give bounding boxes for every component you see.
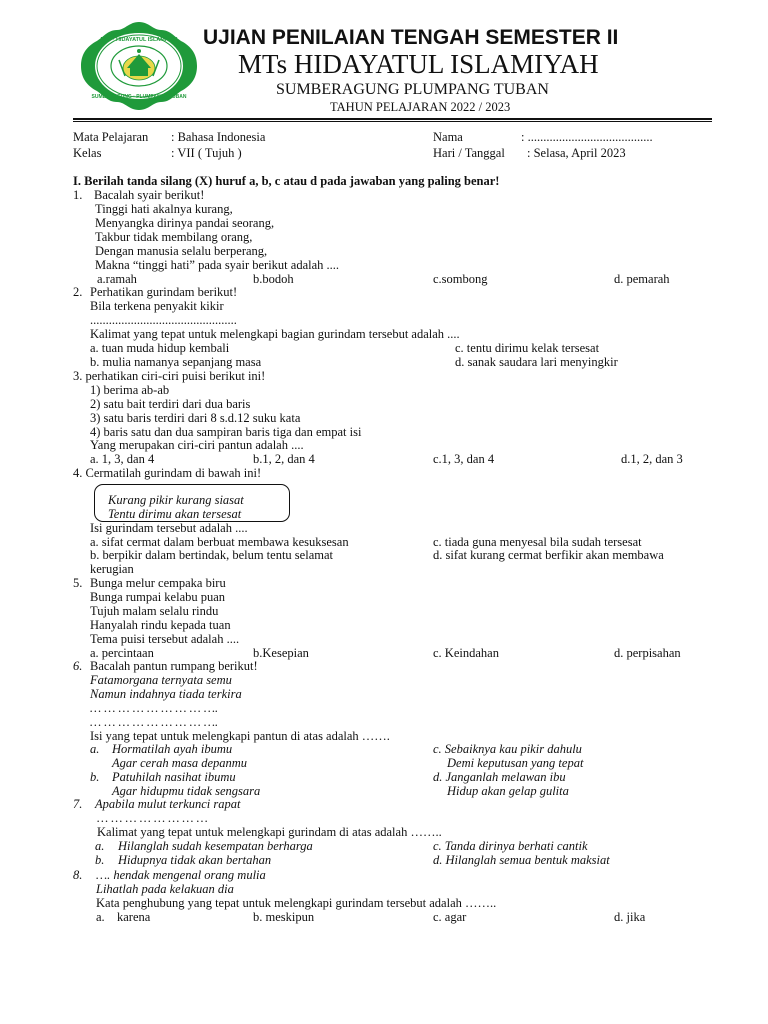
q6-line: Namun indahnya tiada terkira xyxy=(90,687,242,701)
q2-option-b[interactable]: b. mulia namanya sepanjang masa xyxy=(90,355,262,369)
q6-blank: … … … … … … … … …. xyxy=(90,701,219,715)
q4-option-b[interactable]: b. berpikir dalam bertindak, belum tentu selamat xyxy=(90,548,333,562)
subject-label: Mata Pelajaran xyxy=(73,130,149,144)
q6-number: 6. xyxy=(73,659,83,673)
q2-question: Kalimat yang tepat untuk melengkapi bagian gurindam tersebut adalah .... xyxy=(90,327,460,341)
q1-line: Menyangka dirinya pandai seorang, xyxy=(95,216,275,230)
q1-option-b[interactable]: b.bodoh xyxy=(253,272,294,286)
q7-option-d[interactable]: d. Hilanglah semua bentuk maksiat xyxy=(433,853,610,867)
date-label: Hari / Tanggal xyxy=(433,146,505,160)
q3-line: 4) baris satu dan dua sampiran baris tiga dan empat isi xyxy=(90,425,362,439)
q7-option-b-letter[interactable]: b. xyxy=(95,853,105,867)
q8-number: 8. xyxy=(73,868,83,882)
q3-option-c[interactable]: c.1, 3, dan 4 xyxy=(433,452,495,466)
q1-option-d[interactable]: d. pemarah xyxy=(614,272,670,286)
q6-option-c[interactable]: c. Sebaiknya kau pikir dahulu xyxy=(433,742,582,756)
q6-option-b-line2: Agar hidupmu tidak sengsara xyxy=(112,784,261,798)
q5-option-c[interactable]: c. Keindahan xyxy=(433,646,499,660)
q4-option-d[interactable]: d. sifat kurang cermat berfikir akan membawa xyxy=(433,548,664,562)
q4-box-line: Tentu dirimu akan tersesat xyxy=(108,507,242,521)
school-address: SUMBERAGUNG PLUMPANG TUBAN xyxy=(276,81,549,98)
q1-number: 1. xyxy=(73,188,83,202)
q2-option-c[interactable]: c. tentu dirimu kelak tersesat xyxy=(455,341,600,355)
q4-prompt: 4. Cermatilah gurindam di bawah ini! xyxy=(73,466,262,480)
q4-option-c[interactable]: c. tiada guna menyesal bila sudah tersesat xyxy=(433,535,642,549)
q5-option-a[interactable]: a. percintaan xyxy=(90,646,154,660)
q6-option-d-line2: Hidup akan gelap gulita xyxy=(447,784,569,798)
q3-option-a[interactable]: a. 1, 3, dan 4 xyxy=(90,452,155,466)
q7-number: 7. xyxy=(73,797,83,811)
q4-box-line: Kurang pikir kurang siasat xyxy=(108,493,244,507)
q3-line: 2) satu bait terdiri dari dua baris xyxy=(90,397,251,411)
q5-line: Bunga rumpai kelabu puan xyxy=(90,590,226,604)
school-logo xyxy=(77,22,201,110)
q5-line: Hanyalah rindu kepada tuan xyxy=(90,618,231,632)
header-rule xyxy=(73,118,712,120)
q7-blank: … … … … … … … … xyxy=(97,811,208,825)
q3-question: Yang merupakan ciri-ciri pantun adalah .... xyxy=(90,438,304,452)
class-label: Kelas xyxy=(73,146,102,160)
q6-prompt: Bacalah pantun rumpang berikut! xyxy=(90,659,258,673)
q4-option-d-cont: kerugian xyxy=(90,562,134,576)
q8-option-b[interactable]: b. meskipun xyxy=(253,910,315,924)
q2-option-d[interactable]: d. sanak saudara lari menyingkir xyxy=(455,355,618,369)
q3-line: 1) berima ab-ab xyxy=(90,383,170,397)
q2-blank: ............................................... xyxy=(90,313,237,327)
q2-option-a[interactable]: a. tuan muda hidup kembali xyxy=(90,341,230,355)
exam-title: UJIAN PENILAIAN TENGAH SEMESTER II xyxy=(203,26,619,49)
date-value: : Selasa, April 2023 xyxy=(527,146,626,160)
logo-text-bottom: SUMBERAGUNG · PLUMPANG · TUBAN xyxy=(91,94,187,100)
q6-option-a[interactable]: Hormatilah ayah ibumu xyxy=(112,742,233,756)
q8-prompt: …. hendak mengenal orang mulia xyxy=(96,868,266,882)
q8-option-d[interactable]: d. jika xyxy=(614,910,646,924)
q6-option-a-line2: Agar cerah masa depanmu xyxy=(112,756,248,770)
q6-option-d[interactable]: d. Janganlah melawan ibu xyxy=(433,770,566,784)
header-rule-thin xyxy=(73,121,712,122)
q1-option-a[interactable]: a.ramah xyxy=(97,272,137,286)
name-field[interactable]: : ........................................ xyxy=(521,130,653,144)
q8-line: Lihatlah pada kelakuan dia xyxy=(96,882,234,896)
q5-question: Tema puisi tersebut adalah .... xyxy=(90,632,240,646)
q3-option-b[interactable]: b.1, 2, dan 4 xyxy=(253,452,315,466)
q1-line: Dengan manusia selalu berperang, xyxy=(95,244,268,258)
q2-number: 2. xyxy=(73,285,83,299)
q5-line: Tujuh malam selalu rindu xyxy=(90,604,219,618)
q6-option-a-letter[interactable]: a. xyxy=(90,742,100,756)
section-instruction: I. Berilah tanda silang (X) huruf a, b, c atau d pada jawaban yang paling benar! xyxy=(73,174,500,188)
q6-line: Fatamorgana ternyata semu xyxy=(90,673,232,687)
school-name: MTs HIDAYATUL ISLAMIYAH xyxy=(238,49,599,79)
q8-option-c[interactable]: c. agar xyxy=(433,910,467,924)
subject-value: : Bahasa Indonesia xyxy=(171,130,266,144)
q8-question: Kata penghubung yang tepat untuk melengkapi gurindam tersebut adalah …….. xyxy=(96,896,497,910)
q3-prompt: 3. perhatikan ciri-ciri puisi berikut ini! xyxy=(73,369,266,383)
q8-option-a-letter[interactable]: a. xyxy=(96,910,105,924)
name-label: Nama xyxy=(433,130,463,144)
q7-prompt: Apabila mulut terkunci rapat xyxy=(95,797,241,811)
q5-prompt: Bunga melur cempaka biru xyxy=(90,576,226,590)
q7-option-a[interactable]: Hilanglah sudah kesempatan berharga xyxy=(118,839,313,853)
q7-question: Kalimat yang tepat untuk melengkapi gurindam di atas adalah …….. xyxy=(97,825,442,839)
class-value: : VII ( Tujuh ) xyxy=(171,146,242,160)
q6-question: Isi yang tepat untuk melengkapi pantun di atas adalah ……. xyxy=(90,729,390,743)
q6-option-b[interactable]: Patuhilah nasihat ibumu xyxy=(112,770,236,784)
q4-question: Isi gurindam tersebut adalah .... xyxy=(90,521,248,535)
q7-option-a-letter[interactable]: a. xyxy=(95,839,105,853)
q7-option-c[interactable]: c. Tanda dirinya berhati cantik xyxy=(433,839,588,853)
q3-option-d[interactable]: d.1, 2, dan 3 xyxy=(621,452,683,466)
academic-year: TAHUN PELAJARAN 2022 / 2023 xyxy=(330,100,511,114)
q7-option-b[interactable]: Hidupnya tidak akan bertahan xyxy=(118,853,272,867)
q8-option-a[interactable]: karena xyxy=(117,910,151,924)
q4-option-a[interactable]: a. sifat cermat dalam berbuat membawa kesuksesan xyxy=(90,535,349,549)
q1-line: Takbur tidak membilang orang, xyxy=(95,230,253,244)
logo-text-top: MTs · HIDAYATUL ISLAMIYAH xyxy=(100,37,178,43)
q1-question: Makna “tinggi hati” pada syair berikut adalah .... xyxy=(95,258,340,272)
q5-option-b[interactable]: b.Kesepian xyxy=(253,646,309,660)
q6-blank: … … … … … … … … …. xyxy=(90,715,219,729)
q3-line: 3) satu baris terdiri dari 8 s.d.12 suku kata xyxy=(90,411,301,425)
q1-prompt: Bacalah syair berikut! xyxy=(94,188,205,202)
q6-option-c-line2: Demi keputusan yang tepat xyxy=(447,756,584,770)
q2-line: Bila terkena penyakit kikir xyxy=(90,299,224,313)
q1-option-c[interactable]: c.sombong xyxy=(433,272,488,286)
q5-number: 5. xyxy=(73,576,83,590)
q2-prompt: Perhatikan gurindam berikut! xyxy=(90,285,238,299)
q5-option-d[interactable]: d. perpisahan xyxy=(614,646,681,660)
q6-option-b-letter[interactable]: b. xyxy=(90,770,100,784)
q1-line: Tinggi hati akalnya kurang, xyxy=(95,202,233,216)
